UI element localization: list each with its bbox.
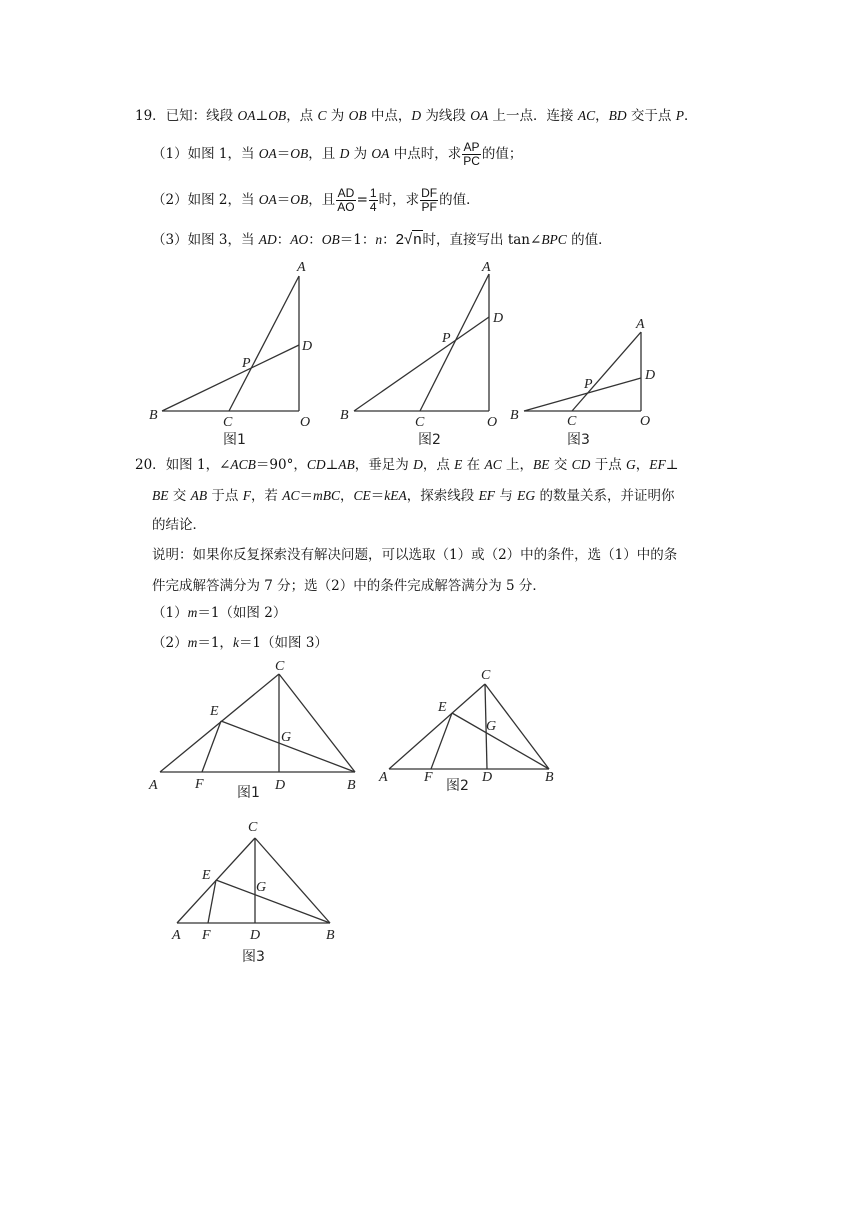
label-b: B: [326, 928, 335, 943]
figure-caption: 图2: [418, 432, 441, 448]
q20-line-2: BE 交 AB 于点 F，若 AC＝mBC，CE＝kEA，探索线段 EF 与 EG 的数量关系，并证明你: [152, 488, 675, 504]
label-b: B: [545, 770, 554, 785]
label-g: G: [256, 880, 267, 895]
label-f: F: [195, 777, 204, 792]
q20-condition-1: （1）m＝1（如图 2）: [152, 605, 287, 621]
label-c: C: [275, 659, 285, 674]
q20-line-3: 的结论．: [152, 517, 206, 533]
label-a: A: [636, 317, 645, 332]
label-c: C: [415, 415, 425, 430]
label-d: D: [645, 368, 656, 383]
label-e: E: [202, 868, 211, 883]
label-c: C: [248, 820, 258, 835]
label-a: A: [172, 928, 181, 943]
segment-ac: [229, 276, 299, 411]
segment-ac: [572, 332, 641, 411]
label-a: A: [482, 260, 491, 275]
label-o: O: [300, 415, 311, 430]
label-p: P: [442, 331, 451, 346]
segment-bd: [354, 317, 489, 411]
label-a: A: [297, 260, 306, 275]
label-e: E: [438, 700, 447, 715]
q19-figure-2: [335, 255, 525, 450]
segment-ef: [208, 880, 216, 923]
label-o: O: [640, 414, 651, 429]
label-d: D: [302, 339, 313, 354]
fraction-ap-pc: $\frac{AP}{PC}$: [463, 140, 480, 168]
q19-figure-1: [140, 255, 340, 450]
label-c: C: [223, 415, 233, 430]
segment-eb: [216, 880, 330, 923]
label-b: B: [340, 408, 349, 423]
q19-part3: （3）如图 3，当 AD：AO：OB＝1：n：2√n时，直接写出 tan∠BPC 的值．: [152, 231, 612, 248]
q20-note-2: 件完成解答满分为 7 分；选（2）中的条件完成解答满分为 5 分．: [152, 578, 546, 594]
label-c: C: [567, 414, 577, 429]
segment-cb: [255, 838, 330, 923]
label-b: B: [149, 408, 158, 423]
label-f: F: [202, 928, 211, 943]
label-b: B: [347, 778, 356, 793]
label-a: A: [149, 778, 158, 793]
label-o: O: [487, 415, 498, 430]
label-b: B: [510, 408, 519, 423]
q20-figure-3: [160, 815, 360, 970]
sqrt-expression: 2√n: [395, 231, 422, 248]
q19-number: 19．: [135, 108, 166, 124]
label-p: P: [242, 356, 251, 371]
label-e: E: [210, 704, 219, 719]
q20-condition-2: （2）m＝1，k＝1（如图 3）: [152, 635, 328, 651]
figure-caption: 图1: [223, 432, 246, 448]
label-c: C: [481, 668, 491, 683]
label-a: A: [379, 770, 388, 785]
label-d: D: [250, 928, 261, 943]
label-d: D: [275, 778, 286, 793]
segment-ac: [420, 274, 489, 411]
q20-figure-2: [370, 660, 570, 800]
label-g: G: [486, 719, 497, 734]
segment-bd: [524, 378, 641, 411]
fraction-one-quarter: $\frac{1}{4}$: [369, 186, 377, 214]
label-p: P: [584, 377, 593, 392]
segment-ef: [202, 721, 221, 772]
figure-caption: 图3: [567, 432, 590, 448]
fraction-ad-ao: $\frac{AD}{AO}$: [337, 186, 355, 214]
q19-part2: （2）如图 2，当 OA＝OB，且 $\frac{AD}{AO}$ = $\frac{1}{4}$ 时，求 $\frac{DF}{PF}$ 的值．: [152, 186, 480, 214]
q20-line-1: 20．如图 1，∠ACB＝90°，CD⊥AB，垂足为 D，点 E 在 AC 上，BE 交 CD 于点 G，EF⊥: [135, 457, 679, 473]
q20-note-1: 说明：如果你反复探索没有解决问题，可以选取（1）或（2）中的条件，选（1）中的条: [152, 547, 678, 563]
q19-figure-3: [505, 310, 675, 450]
figure-caption: 图2: [446, 778, 469, 794]
label-d: D: [482, 770, 493, 785]
segment-bd: [162, 345, 299, 411]
segment-ac: [389, 684, 485, 769]
label-g: G: [281, 730, 292, 745]
figure-caption: 图1: [237, 785, 260, 801]
q19-stem: 19．已知：线段 OA⊥OB，点 C 为 OB 中点，D 为线段 OA 上一点．连接 AC，BD 交于点 P．: [135, 108, 698, 124]
fraction-df-pf: $\frac{DF}{PF}$: [421, 186, 438, 214]
q19-part1: （1）如图 1，当 OA＝OB，且 D 为 OA 中点时，求 $\frac{AP}{PC}$ 的值；: [152, 140, 523, 168]
figure-caption: 图3: [242, 949, 265, 965]
segment-ef: [431, 713, 452, 769]
segment-ac: [160, 674, 279, 772]
label-d: D: [493, 311, 504, 326]
segment-eb: [452, 713, 549, 769]
label-f: F: [424, 770, 433, 785]
q20-figure-1: [140, 655, 375, 805]
q20-number: 20．: [135, 457, 166, 473]
